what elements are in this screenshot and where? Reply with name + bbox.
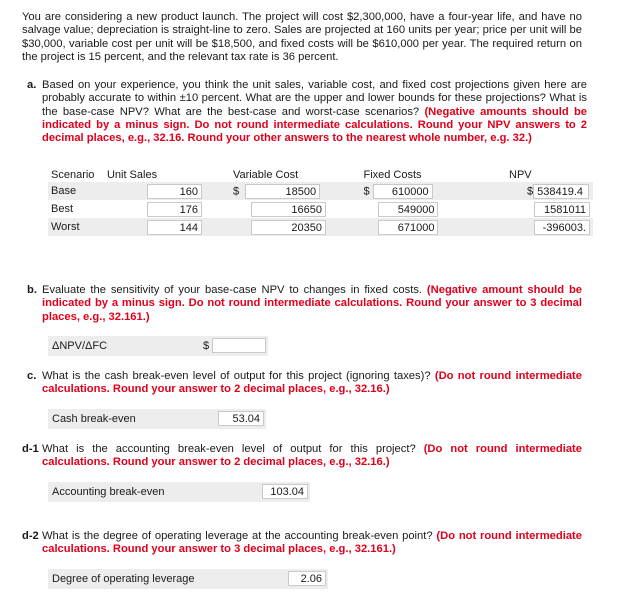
part-b-text: Evaluate the sensitivity of your base-case NPV to changes in fixed costs.	[42, 284, 423, 296]
header-variable-cost: Variable Cost	[232, 169, 299, 181]
problem-intro: You are considering a new product launch. The project will cost $2,300,000, have a four-year life, and have no salvage value; depreciation is straight-line to zero. Sales are projected at 160 units per year; price per unit will be $30,000, variable cost per unit will be $18,500, and fixed costs will be $610,000 per year. The required return on the project is 15 percent, and the relevant tax rate is 36 percent.	[22, 11, 582, 63]
part-d1-instruction: (Do not round intermediate calculations. Round your answer to 2 decimal places, e.g., 32.16.)	[42, 443, 582, 469]
header-npv: NPV	[509, 169, 532, 181]
fc-input-best[interactable]: 549000	[378, 202, 438, 217]
part-c-text: What is the cash break-even level of output for this project (ignoring taxes)?	[42, 370, 431, 382]
header-scenario: Scenario	[51, 169, 95, 181]
part-d2-question	[22, 530, 582, 557]
part-a-question	[27, 79, 587, 145]
currency-sign: $	[527, 184, 534, 197]
part-a-instruction: (Negative amounts should be indicated by a minus sign. Do not round intermediate calculations. Round your NPV answers to 2 decimal places, e.g., 32.16. Round your other answers to the nearest whole number, e.g. 32.)	[42, 105, 588, 145]
part-d1-label: d-1	[22, 443, 39, 455]
part-d2-field-label: Degree of operating leverage	[52, 573, 195, 585]
table-header	[48, 168, 593, 182]
part-c-field-label: Cash break-even	[52, 413, 136, 425]
scenario-table	[48, 168, 593, 236]
vc-input-best[interactable]: 16650	[251, 202, 326, 217]
cash-break-even-input[interactable]: 53.04	[218, 411, 264, 426]
part-d2-answer-row	[48, 569, 328, 589]
dol-input[interactable]: 2.06	[288, 571, 326, 586]
currency-sign: $	[363, 184, 370, 197]
units-input-worst[interactable]: 144	[147, 220, 202, 235]
part-c-instruction: (Do not round intermediate calculations. Round your answer to 2 decimal places, e.g., 32.16.)	[42, 370, 582, 396]
accounting-break-even-input[interactable]: 103.04	[262, 484, 308, 499]
npv-input-best[interactable]: 1581011	[534, 202, 590, 217]
part-b-label: b.	[27, 284, 37, 296]
part-d1-text: What is the accounting break-even level of output for this project?	[42, 443, 416, 455]
fc-input-worst[interactable]: 671000	[378, 220, 438, 235]
npv-input-worst[interactable]: -396003.	[534, 220, 590, 235]
units-input-base[interactable]: 160	[147, 184, 202, 199]
part-a-label: a.	[27, 79, 37, 91]
part-a-text: Based on your experience, you think the unit sales, variable cost, and fixed cost projections given here are probably accurate to within ±10 percent. What are the upper and lower bounds for these projections? What is the base-case NPV? What are the best-case and worst-case scenarios?	[42, 79, 587, 118]
table-row-base	[48, 182, 593, 200]
part-d1-answer-row	[48, 482, 310, 502]
part-d1-question	[22, 443, 582, 470]
vc-input-base[interactable]: 18500	[245, 184, 320, 199]
part-c-answer-row	[48, 409, 266, 429]
table-row-worst	[48, 218, 593, 236]
currency-sign: $	[232, 184, 240, 197]
part-b-instruction: (Negative amount should be indicated by a minus sign. Do not round intermediate calculations. Round your answer to 3 decimal places, e.g., 32.161.)	[42, 284, 583, 323]
scenario-name: Base	[51, 185, 77, 197]
table-row-best	[48, 200, 593, 218]
scenario-name: Best	[51, 203, 74, 215]
part-d2-instruction: (Do not round intermediate calculations. Round your answer to 3 decimal places, e.g., 32.161.)	[42, 530, 582, 556]
scenario-name: Worst	[51, 221, 80, 233]
units-input-best[interactable]: 176	[147, 202, 202, 217]
part-d2-label: d-2	[22, 530, 39, 542]
part-b-answer-row	[48, 336, 268, 356]
part-d2-text: What is the degree of operating leverage at the accounting break-even point?	[42, 530, 433, 542]
part-c-question	[27, 370, 582, 397]
part-c-label: c.	[27, 370, 37, 382]
fc-input-base[interactable]: 610000	[373, 184, 433, 199]
npv-input-base[interactable]: 538419.4	[533, 184, 589, 199]
part-b-question	[27, 284, 582, 324]
currency-sign: $	[203, 340, 210, 352]
sensitivity-input[interactable]	[212, 338, 266, 353]
part-b-field-label: ΔNPV/ΔFC	[52, 340, 108, 352]
header-unit-sales: Unit Sales	[106, 169, 158, 181]
part-d1-field-label: Accounting break-even	[52, 486, 165, 498]
header-fixed-costs: Fixed Costs	[363, 169, 422, 181]
vc-input-worst[interactable]: 20350	[251, 220, 326, 235]
